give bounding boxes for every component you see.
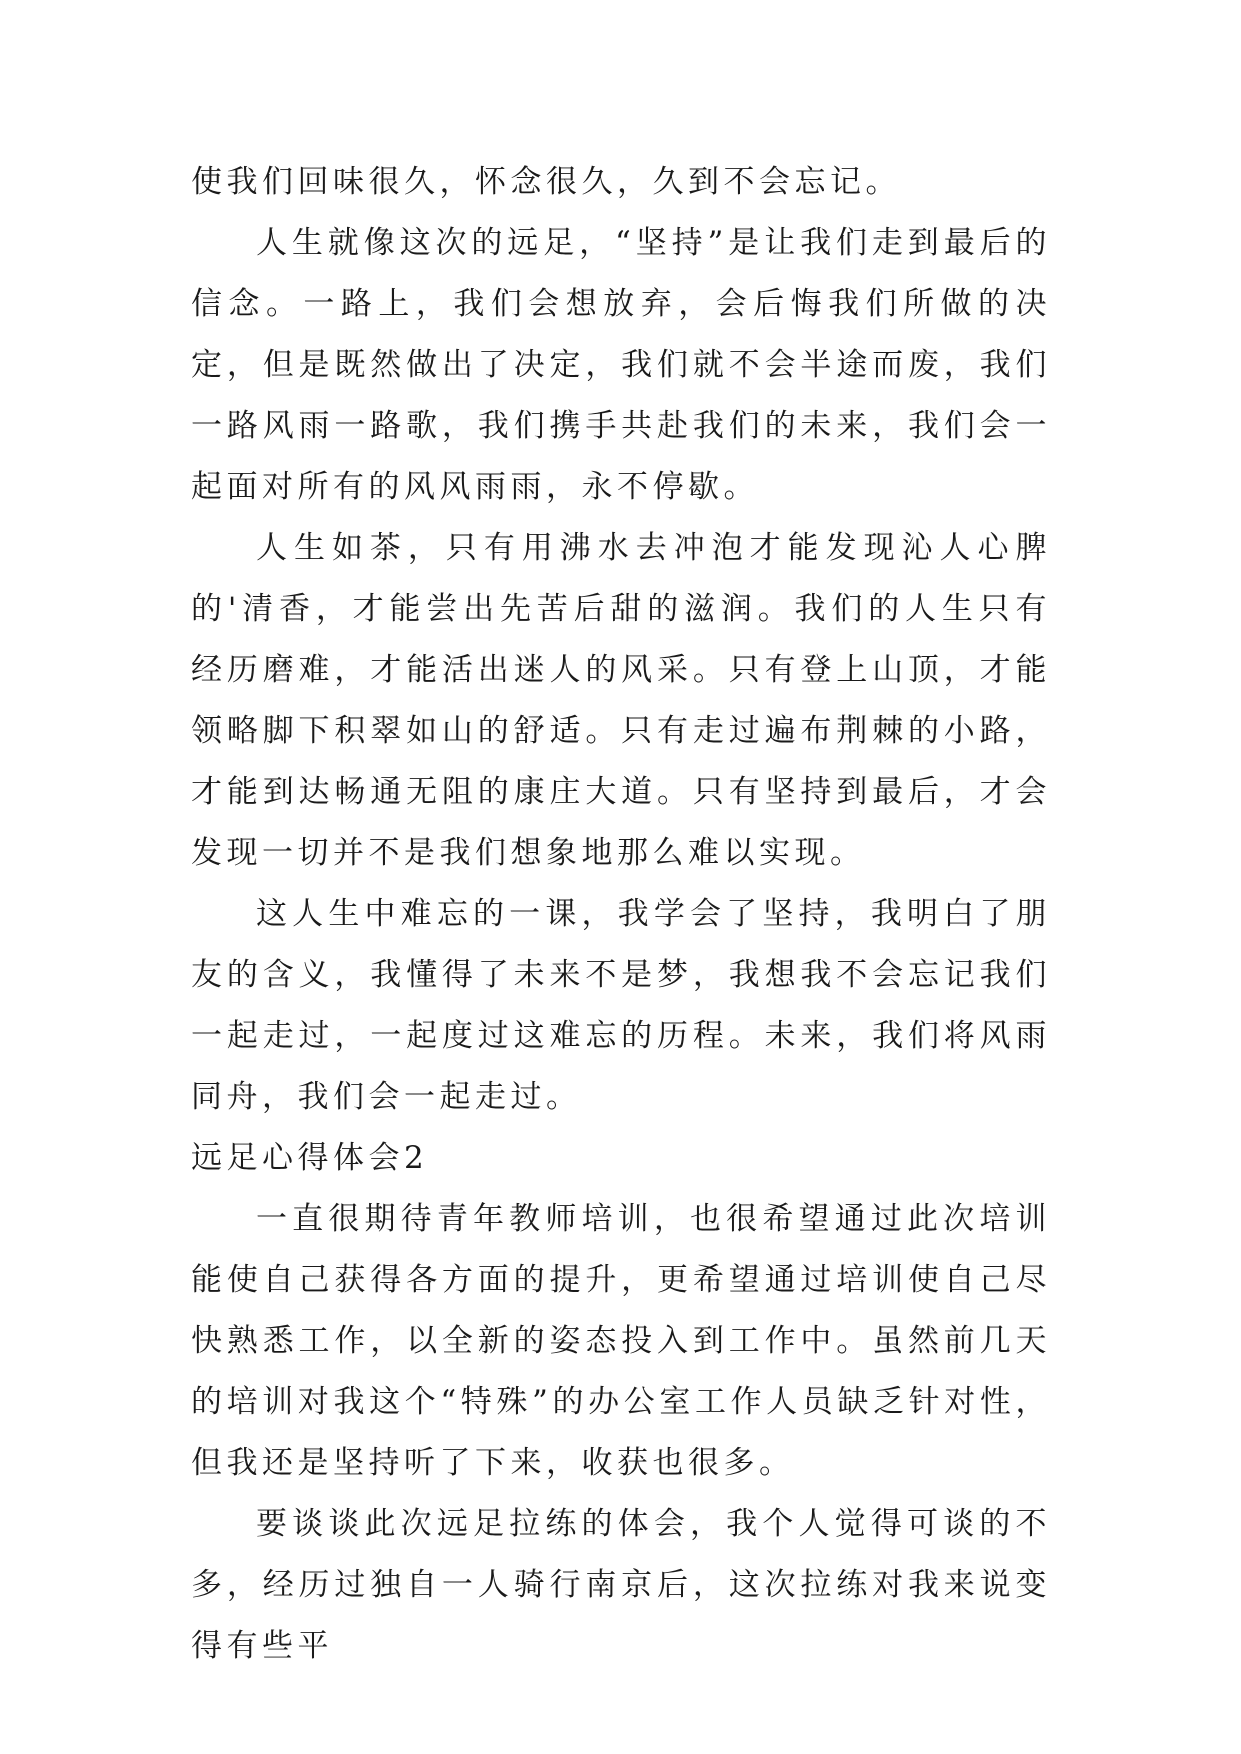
paragraph-unforgettable-lesson: 这人生中难忘的一课，我学会了坚持，我明白了朋友的含义，我懂得了未来不是梦，我想我不会忘记我们一起走过，一起度过这难忘的历程。未来，我们将风雨同舟，我们会一起走过。 [191,896,1051,1115]
paragraph-continuation: 使我们回味很久，怀念很久，久到不会忘记。 [191,164,901,200]
section-heading: 远足心得体会2 [191,1140,429,1176]
document-body [191,152,1051,1677]
paragraph-teacher-training: 一直很期待青年教师培训，也很希望通过此次培训能使自己获得各方面的提升，更希望通过培训使自己尽快熟悉工作，以全新的姿态投入到工作中。虽然前几天的培训对我这个“特殊”的办公室工作人员缺乏针对性，但我还是坚持听了下来，收获也很多。 [191,1201,1051,1481]
paragraph-perseverance: 人生就像这次的远足，“坚持”是让我们走到最后的信念。一路上，我们会想放弃，会后悔我们所做的决定，但是既然做出了决定，我们就不会半途而废，我们一路风雨一路歌，我们携手共赴我们的未来，我们会一起面对所有的风风雨雨，永不停歇。 [191,225,1051,505]
paragraph-life-like-tea: 人生如茶，只有用沸水去冲泡才能发现沁人心脾的'清香，才能尝出先苦后甜的滋润。我们的人生只有经历磨难，才能活出迷人的风采。只有登上山顶，才能领略脚下积翠如山的舒适。只有走过遍布荆棘的小路，才能到达畅通无阻的康庄大道。只有坚持到最后，才会发现一切并不是我们想象地那么难以实现。 [191,530,1051,871]
paragraph-hiking-reflection: 要谈谈此次远足拉练的体会，我个人觉得可谈的不多，经历过独自一人骑行南京后，这次拉练对我来说变得有些平 [191,1506,1051,1664]
